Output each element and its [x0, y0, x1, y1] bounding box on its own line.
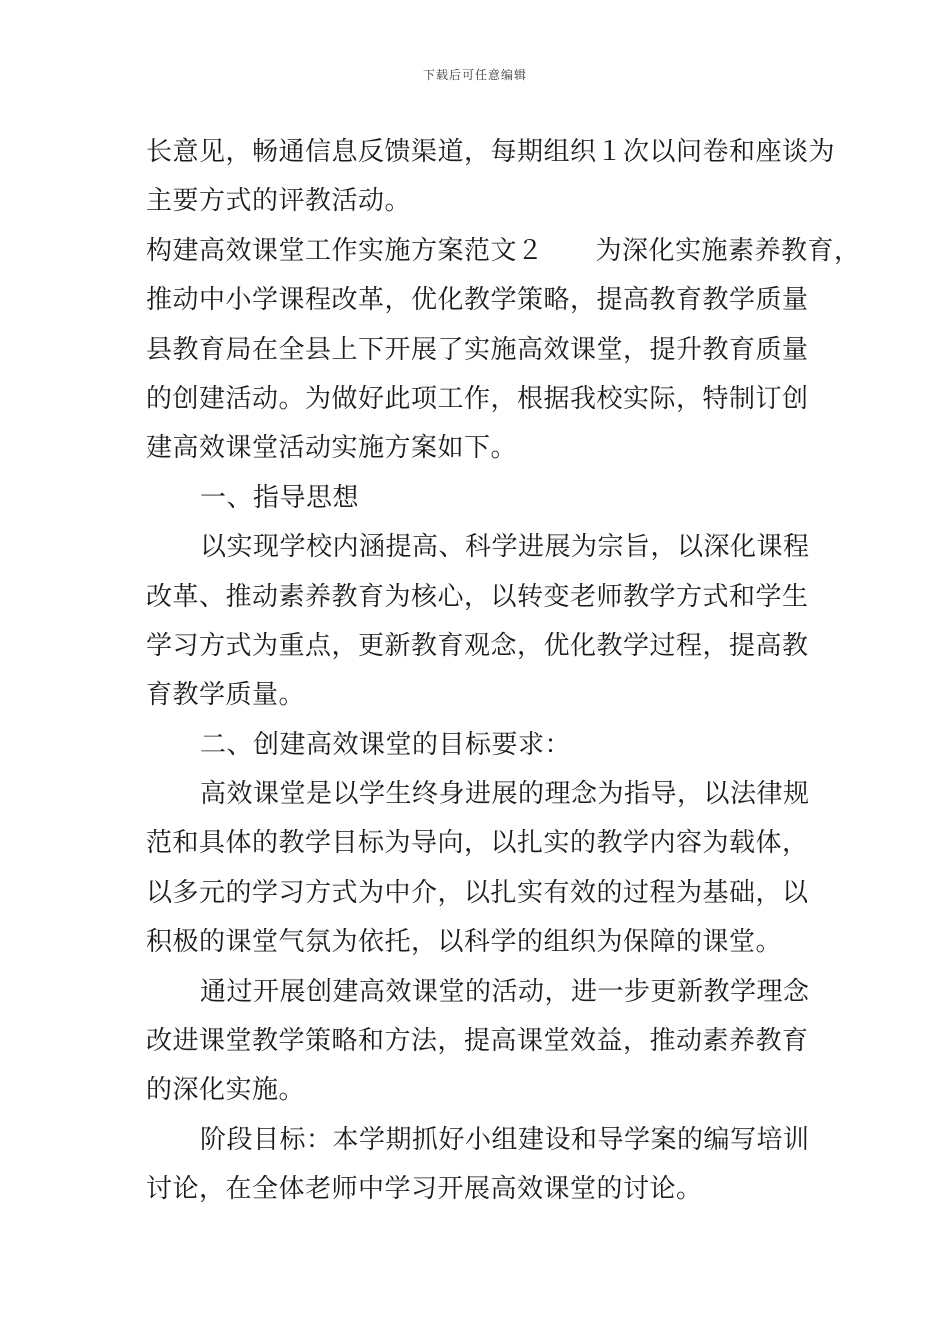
text-line: 育教学质量。 — [146, 680, 306, 711]
text-line: 以实现学校内涵提高、科学进展为宗旨，以深化课程 — [200, 532, 810, 563]
text-line: 讨论，在全体老师中学习开展高效课堂的讨论。 — [146, 1174, 703, 1205]
text-line: 积极的课堂气氛为依托，以科学的组织为保障的课堂。 — [146, 927, 783, 958]
text-line: 县教育局在全县上下开展了实施高效课堂，提升教育质量 — [146, 334, 809, 365]
text-line: 推动中小学课程改革，优化教学策略，提高教育教学质量 — [146, 285, 809, 316]
text-line: 范和具体的教学目标为导向，以扎实的教学内容为载体， — [146, 828, 809, 859]
section-title: 构建高效课堂工作实施方案范文２ — [146, 235, 544, 266]
text-line: 的创建活动。为做好此项工作，根据我校实际，特制订创 — [146, 383, 809, 414]
text-line-with-heading — [146, 227, 861, 276]
text-line: 学习方式为重点，更新教育观念，优化教学过程，提高教 — [146, 630, 809, 661]
text-line: 主要方式的评教活动。 — [146, 186, 412, 217]
text-line: 长意见，畅通信息反馈渠道，每期组织１次以问卷和座谈为 — [146, 137, 836, 167]
heading-goals: 二、创建高效课堂的目标要求： — [200, 729, 572, 760]
text-line: 以多元的学习方式为中介，以扎实有效的过程为基础，以 — [146, 877, 809, 908]
text-line: 高效课堂是以学生终身进展的理念为指导，以法律规 — [200, 779, 810, 810]
heading-guiding-ideology: 一、指导思想 — [200, 482, 360, 513]
text-line: 的深化实施。 — [146, 1075, 306, 1106]
text-line: 通过开展创建高效课堂的活动，进一步更新教学理念 — [200, 976, 810, 1007]
document-body — [146, 128, 861, 1215]
text-line: 改革、推动素养教育为核心，以转变老师教学方式和学生 — [146, 581, 809, 612]
text-line: 阶段目标：本学期抓好小组建设和导学案的编写培训 — [200, 1124, 810, 1155]
text-line: 建高效课堂活动实施方案如下。 — [146, 433, 518, 464]
text-line: 改进课堂教学策略和方法，提高课堂效益，推动素养教育 — [146, 1026, 809, 1057]
text-span: 为深化实施素养教育， — [595, 235, 861, 266]
page-header: 下载后可任意编辑 — [422, 68, 527, 82]
